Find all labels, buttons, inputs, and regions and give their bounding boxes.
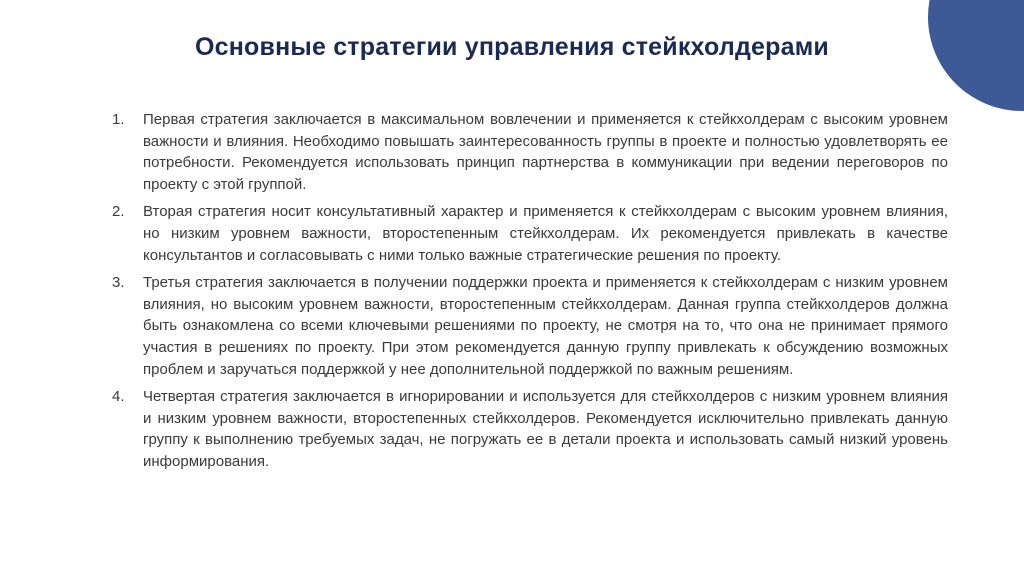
list-item-text: Вторая стратегия носит консультативный характер и применяется к стейкхолдерам с высоким уровнем влияния, но низким уровнем важности, второстепенным стейкхолдерам. Их рекомендуется привлекать в качестве консультантов и согласовывать с ними только важные стратегические решения по проекту.: [143, 203, 948, 264]
slide-title: Основные стратегии управления стейкхолдерами: [195, 33, 829, 61]
strategy-list: [112, 109, 948, 479]
list-item: [112, 201, 948, 266]
list-item: [112, 386, 948, 472]
list-item-number: 2.: [112, 203, 125, 221]
list-item-number: 3.: [112, 274, 125, 292]
list-item-text: Третья стратегия заключается в получении поддержки проекта и применяется к стейкхолдерам с низким уровнем влияния, но высоким уровнем важности, второстепенным стейкхолдерам. Данная группа стейкхолдеров должна быть ознакомлена со всеми ключевыми решениями по проекту, не смотря на то, что она не принимает прямого участия в решениях по проекту. При этом рекомендуется данную группу привлекать к обсуждению возможных проблем и заручаться поддержкой у нее дополнительной поддержкой по важным решениям.: [143, 274, 948, 378]
list-item: [112, 109, 948, 195]
list-item-text: Первая стратегия заключается в максимальном вовлечении и применяется к стейкхолдерам с высоким уровнем важности и влияния. Необходимо повышать заинтересованность группы в проекте и полностью удовлетворять ее потребности. Рекомендуется использовать принцип партнерства в коммуникации при ведении переговоров по проекту с этой группой.: [143, 111, 948, 193]
list-item-text: Четвертая стратегия заключается в игнорировании и используется для стейкхолдеров с низким уровнем влияния и низким уровнем важности, второстепенных стейкхолдеров. Рекомендуется исключительно привлекать данную группу к выполнению требуемых задач, не погружать ее в детали проекта и использовать самый низкий уровень информирования.: [143, 388, 948, 470]
list-item-number: 1.: [112, 111, 125, 128]
list-item-number: 4.: [112, 388, 125, 406]
list-item: [112, 272, 948, 380]
